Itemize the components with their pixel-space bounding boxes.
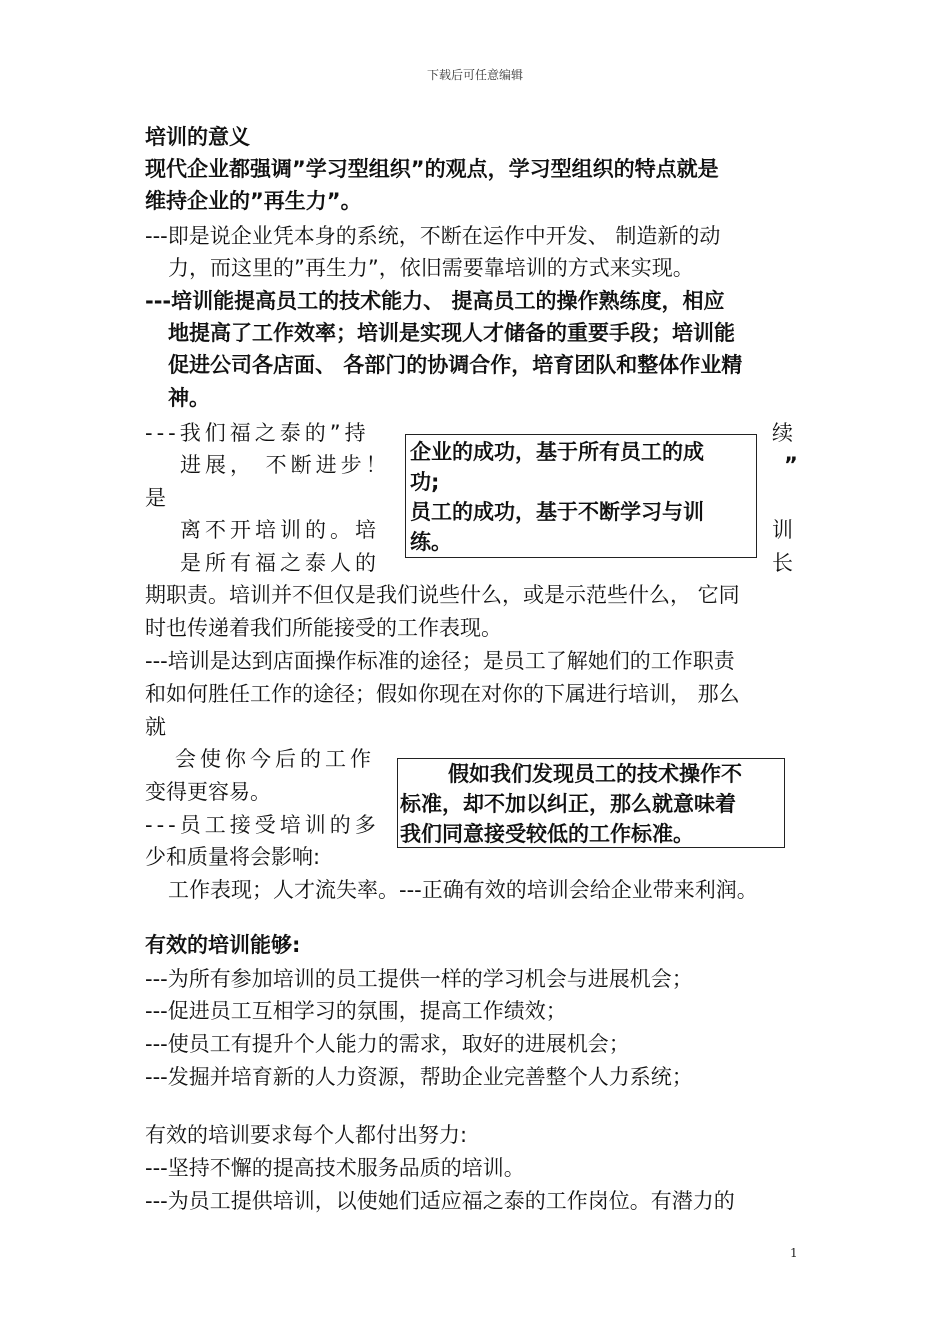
paragraph-line: 工作表现；人才流失率。---正确有效的培训会给企业带来利润。	[168, 878, 758, 902]
paragraph-fragment: 训	[772, 518, 793, 542]
paragraph-line: 是	[145, 486, 166, 510]
paragraph-line: 就	[145, 715, 166, 739]
paragraph-line: 维持企业的”再生力”。	[145, 189, 362, 213]
list-item: ---促进员工互相学习的氛围，提高工作绩效；	[145, 999, 567, 1023]
paragraph-line: 和如何胜任工作的途径；假如你现在对你的下属进行培训， 那么	[145, 682, 740, 706]
paragraph-line: 促进公司各店面、 各部门的协调合作，培育团队和整体作业精	[168, 353, 743, 377]
paragraph-line: ---培训是达到店面操作标准的途径；是员工了解她们的工作职责	[145, 649, 735, 673]
callout-line: 标准，却不加以纠正，那么就意味着	[400, 792, 736, 816]
paragraph-line: 离不开培训的。培	[180, 518, 380, 542]
paragraph-line: 少和质量将会影响:	[145, 845, 321, 869]
callout-line: 功;	[410, 470, 440, 494]
callout-line: 员工的成功，基于不断学习与训	[410, 500, 704, 524]
paragraph-fragment: ”	[784, 453, 798, 477]
paragraph-line: 神。	[168, 386, 210, 410]
paragraph-fragment: 续	[772, 421, 793, 445]
list-item: ---坚持不懈的提高技术服务品质的培训。	[145, 1156, 525, 1180]
list-item: ---使员工有提升个人能力的需求，取好的进展机会；	[145, 1032, 630, 1056]
paragraph-line: 是所有福之泰人的	[180, 551, 380, 575]
page-header: 下载后可任意编辑	[426, 68, 523, 82]
paragraph-line: ---即是说企业凭本身的系统，不断在运作中开发、 制造新的动	[145, 224, 721, 248]
section-title: 有效的培训要求每个人都付出努力:	[145, 1123, 468, 1147]
paragraph-line: 进展， 不断进步！	[180, 453, 391, 477]
paragraph-fragment: 长	[772, 551, 793, 575]
paragraph-line: ---培训能提高员工的技术能力、 提高员工的操作熟练度，相应	[145, 289, 725, 313]
paragraph-line: ---员工接受培训的多	[145, 813, 380, 837]
paragraph-line: 地提高了工作效率；培训是实现人才储备的重要手段；培训能	[168, 321, 735, 345]
list-item: ---为员工提供培训，以使她们适应福之泰的工作岗位。有潜力的	[145, 1189, 735, 1213]
paragraph-line: 会使你今后的工作	[175, 747, 375, 771]
list-item: ---发掘并培育新的人力资源，帮助企业完善整个人力系统；	[145, 1065, 693, 1089]
paragraph-line: 现代企业都强调”学习型组织”的观点，学习型组织的特点就是	[145, 157, 719, 181]
paragraph-line: 期职责。培训并不但仅是我们说些什么，或是示范些什么， 它同	[145, 583, 740, 607]
paragraph-line: 力，而这里的”再生力”，依旧需要靠培训的方式来实现。	[168, 256, 694, 280]
callout-line: 假如我们发现员工的技术操作不	[448, 762, 742, 786]
list-item: ---为所有参加培训的员工提供一样的学习机会与进展机会；	[145, 967, 693, 991]
callout-box	[397, 758, 785, 848]
paragraph-line: ---我们福之泰的”持	[145, 421, 370, 445]
callout-line: 练。	[410, 530, 452, 554]
callout-line: 企业的成功，基于所有员工的成	[410, 440, 704, 464]
paragraph-line: 时也传递着我们所能接受的工作表现。	[145, 616, 502, 640]
section-title: 培训的意义	[145, 125, 250, 149]
callout-line: 我们同意接受较低的工作标准。	[400, 822, 694, 846]
paragraph-line: 变得更容易。	[145, 780, 271, 804]
page-number: 1	[790, 1246, 798, 1260]
callout-box	[405, 434, 757, 558]
section-title: 有效的培训能够:	[145, 933, 301, 957]
